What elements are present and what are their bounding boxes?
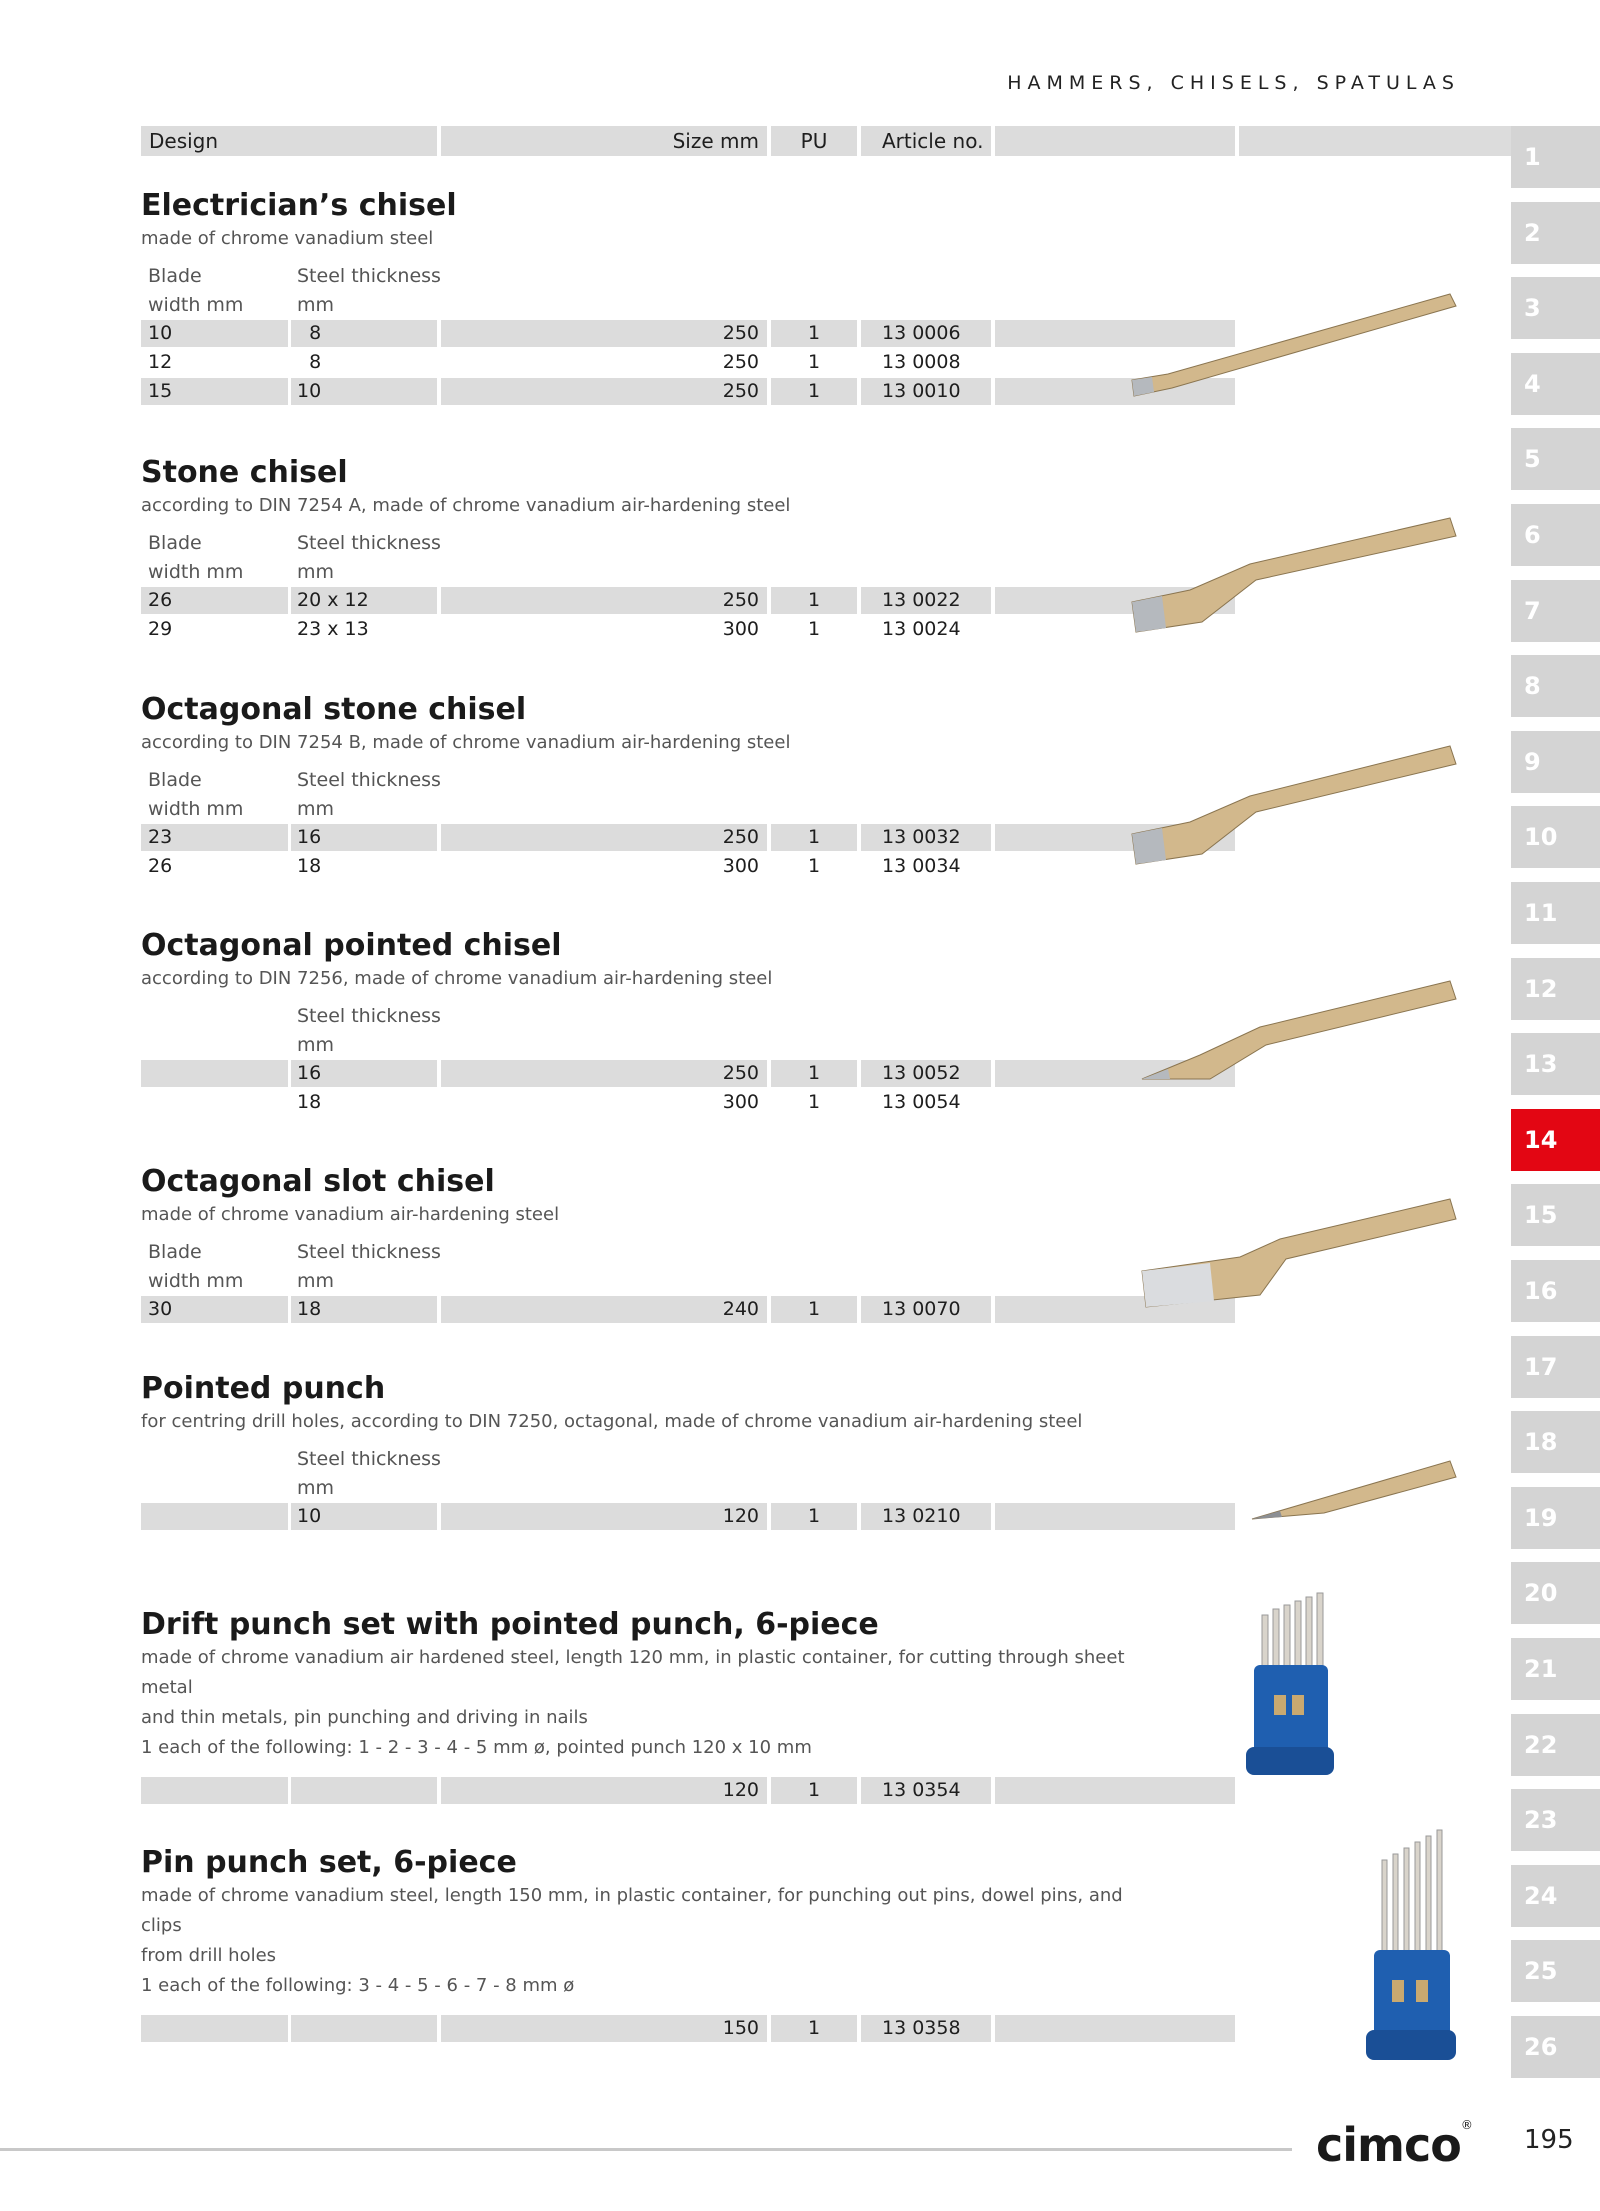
product-section [141,1845,1141,2044]
col-pu: PU [771,126,857,156]
pu-cell: 1 [807,618,821,640]
product-section [141,455,1141,645]
table-row [141,824,1141,853]
sub-header-label: Blade [148,1241,202,1263]
sub-header-label: Steel thickness [297,1005,441,1027]
empty-cell [995,2015,1235,2042]
size-cell: 250 [441,378,767,405]
chapter-tab-23[interactable]: 23 [1511,1789,1600,1851]
size-cell: 300 [722,1091,759,1113]
chapter-tab-25[interactable]: 25 [1511,1940,1600,2002]
sub-header [141,766,1141,824]
table-row [141,320,1141,349]
article-number-cell: 13 0022 [861,587,991,614]
blade-width-cell [141,1503,288,1530]
sub-header-label: width mm [148,798,244,820]
pu-cell: 1 [771,2015,857,2042]
steel-thickness-cell [291,2015,437,2042]
product-section [141,692,1141,882]
table-row [141,853,1141,882]
chapter-tab-10[interactable]: 10 [1511,806,1600,868]
steel-thickness-cell: 16 [291,824,437,851]
size-cell: 250 [722,351,759,373]
pu-cell: 1 [807,351,821,373]
article-number-cell: 13 0052 [861,1060,991,1087]
octagonal-slot-chisel-image [1140,1195,1465,1315]
product-section [141,1371,1141,1532]
size-cell: 120 [441,1777,767,1804]
steel-thickness-cell: 16 [291,1060,437,1087]
product-section [141,1607,1141,1806]
pu-cell: 1 [807,855,821,877]
blade-width-cell: 12 [148,351,173,373]
article-number-cell: 13 0358 [861,2015,991,2042]
steel-thickness-cell: 20 x 12 [291,587,437,614]
sub-header-label: Steel thickness [297,769,441,791]
pu-cell: 1 [771,1060,857,1087]
table-row [141,2015,1141,2044]
blade-width-cell: 30 [141,1296,288,1323]
cimco-logo: cimco® [1316,2118,1472,2172]
steel-thickness-cell [291,1777,437,1804]
chapter-tab-9[interactable]: 9 [1511,731,1600,793]
steel-thickness-cell: 18 [291,1296,437,1323]
size-cell: 300 [722,855,759,877]
blade-width-cell [141,1777,288,1804]
product-description: for centring drill holes, according to DIN 7250, octagonal, made of chrome vanadium air-hardening steel [141,1411,1083,1432]
chapter-tab-17[interactable]: 17 [1511,1336,1600,1398]
chapter-tab-15[interactable]: 15 [1511,1184,1600,1246]
blade-width-cell: 15 [141,378,288,405]
article-number-cell: 13 0054 [882,1091,961,1113]
blade-width-cell [141,1089,288,1116]
chapter-tab-24[interactable]: 24 [1511,1865,1600,1927]
col-size: Size mm [441,126,767,156]
product-description: according to DIN 7256, made of chrome vanadium air-hardening steel [141,968,773,989]
footer-rule [0,2148,1292,2151]
blade-width-cell: 23 [141,824,288,851]
column-header-bar [141,126,1461,156]
product-description: made of chrome vanadium steel, length 150 mm, in plastic container, for punching out pins, dowel pins, and clips [141,1885,1123,1936]
product-description: 1 each of the following: 3 - 4 - 5 - 6 - 7 - 8 mm ø [141,1975,575,1996]
product-title: Octagonal stone chisel [141,692,527,727]
product-description: made of chrome vanadium air hardened steel, length 120 mm, in plastic container, for cutting through sheet metal [141,1647,1125,1698]
table-row [141,1089,1141,1118]
table-row [141,1296,1141,1325]
chapter-tab-19[interactable]: 19 [1511,1487,1600,1549]
sub-header-label: Blade [148,769,202,791]
col-empty [995,126,1235,156]
chapter-tab-3[interactable]: 3 [1511,277,1600,339]
pu-cell: 1 [771,1503,857,1530]
chapter-tab-2[interactable]: 2 [1511,202,1600,264]
product-title: Pin punch set, 6-piece [141,1845,517,1880]
steel-thickness-cell: 23 x 13 [297,618,369,640]
sub-header [141,262,1141,320]
table-row [141,1503,1141,1532]
product-description: and thin metals, pin punching and driving in nails [141,1707,588,1728]
product-title: Pointed punch [141,1371,386,1406]
steel-thickness-cell: 10 [291,1503,437,1530]
article-number-cell: 13 0010 [861,378,991,405]
octagonal-pointed-chisel-image [1140,975,1465,1085]
sub-header-label: Blade [148,532,202,554]
col-article: Article no. [861,126,991,156]
product-title: Electrician’s chisel [141,188,457,223]
octagonal-stone-chisel-image [1130,738,1465,868]
empty-cell [995,1777,1235,1804]
sub-header-label: width mm [148,1270,244,1292]
chapter-tab-20[interactable]: 20 [1511,1562,1600,1624]
sub-header-label: mm [297,798,335,820]
steel-thickness-cell: 10 [291,378,437,405]
size-cell: 120 [441,1503,767,1530]
product-title: Drift punch set with pointed punch, 6-piece [141,1607,879,1642]
product-description: made of chrome vanadium air-hardening steel [141,1204,560,1225]
sub-header-label: Steel thickness [297,532,441,554]
size-cell: 300 [722,618,759,640]
article-number-cell: 13 0210 [861,1503,991,1530]
chapter-tab-18[interactable]: 18 [1511,1411,1600,1473]
steel-thickness-cell: 8 [297,351,322,373]
blade-width-cell [141,1060,288,1087]
size-cell: 240 [441,1296,767,1323]
table-row [141,616,1141,645]
chapter-tab-13[interactable]: 13 [1511,1033,1600,1095]
col-design: Design [141,126,437,156]
product-section [141,1164,1141,1325]
drift-punch-set-image [1240,1585,1340,1780]
article-number-cell: 13 0354 [861,1777,991,1804]
article-number-cell: 13 0070 [861,1296,991,1323]
sub-header-label: mm [297,561,335,583]
electricians-chisel-image [1130,288,1465,408]
product-section [141,188,1141,407]
table-row [141,349,1141,378]
article-number-cell: 13 0006 [861,320,991,347]
chapter-tab-11[interactable]: 11 [1511,882,1600,944]
sub-header-label: Steel thickness [297,1241,441,1263]
size-cell: 150 [441,2015,767,2042]
sub-header-label: Blade [148,265,202,287]
pin-punch-set-image [1362,1820,1462,2065]
steel-thickness-cell: 8 [291,320,437,347]
chapter-tab-1[interactable]: 1 [1511,126,1600,188]
chapter-tab-14[interactable]: 14 [1511,1109,1600,1171]
chapter-tab-16[interactable]: 16 [1511,1260,1600,1322]
sub-header-label: Steel thickness [297,1448,441,1470]
size-cell: 250 [441,320,767,347]
blade-width-cell: 10 [141,320,288,347]
pu-cell: 1 [771,587,857,614]
chapter-title: HAMMERS, CHISELS, SPATULAS [1007,72,1460,94]
chapter-tab-7[interactable]: 7 [1511,580,1600,642]
product-section [141,928,1141,1118]
chapter-tab-5[interactable]: 5 [1511,428,1600,490]
steel-thickness-cell: 18 [297,1091,322,1113]
chapter-tab-22[interactable]: 22 [1511,1714,1600,1776]
product-title: Stone chisel [141,455,348,490]
pu-cell: 1 [771,1296,857,1323]
article-number-cell: 13 0024 [882,618,961,640]
chapter-tab-21[interactable]: 21 [1511,1638,1600,1700]
size-cell: 250 [441,587,767,614]
sub-header-label: mm [297,1034,335,1056]
product-description: according to DIN 7254 B, made of chrome vanadium air-hardening steel [141,732,791,753]
article-number-cell: 13 0008 [882,351,961,373]
sub-header [141,529,1141,587]
sub-header-label: width mm [148,294,244,316]
sub-header-label: mm [297,294,335,316]
product-description: according to DIN 7254 A, made of chrome vanadium air-hardening steel [141,495,791,516]
table-row [141,1060,1141,1089]
chapter-tab-12[interactable]: 12 [1511,958,1600,1020]
product-description: 1 each of the following: 1 - 2 - 3 - 4 - 5 mm ø, pointed punch 120 x 10 mm [141,1737,812,1758]
table-row [141,587,1141,616]
product-title: Octagonal pointed chisel [141,928,562,963]
table-row [141,1777,1141,1806]
article-number-cell: 13 0034 [882,855,961,877]
sub-header-label: mm [297,1477,335,1499]
pu-cell: 1 [771,320,857,347]
blade-width-cell: 26 [141,587,288,614]
sub-header-label: mm [297,1270,335,1292]
sub-header [141,1445,1141,1503]
table-row [141,378,1141,407]
empty-cell [995,1089,1235,1116]
stone-chisel-image [1130,510,1465,640]
blade-width-cell: 29 [148,618,173,640]
pu-cell: 1 [771,824,857,851]
size-cell: 250 [441,824,767,851]
sub-header-label: Steel thickness [297,265,441,287]
blade-width-cell: 26 [148,855,173,877]
sub-header-label: width mm [148,561,244,583]
chapter-tab-8[interactable]: 8 [1511,655,1600,717]
steel-thickness-cell: 18 [297,855,322,877]
sub-header [141,1238,1141,1296]
pu-cell: 1 [807,1091,821,1113]
sub-header [141,1002,1141,1060]
pointed-punch-image [1250,1455,1465,1525]
chapter-tab-4[interactable]: 4 [1511,353,1600,415]
empty-cell [995,1503,1235,1530]
product-description: made of chrome vanadium steel [141,228,434,249]
chapter-tab-26[interactable]: 26 [1511,2016,1600,2078]
pu-cell: 1 [771,378,857,405]
article-number-cell: 13 0032 [861,824,991,851]
product-description: from drill holes [141,1945,277,1966]
page-number: 195 [1524,2125,1574,2155]
product-title: Octagonal slot chisel [141,1164,495,1199]
blade-width-cell [141,2015,288,2042]
pu-cell: 1 [771,1777,857,1804]
size-cell: 250 [441,1060,767,1087]
chapter-tab-6[interactable]: 6 [1511,504,1600,566]
